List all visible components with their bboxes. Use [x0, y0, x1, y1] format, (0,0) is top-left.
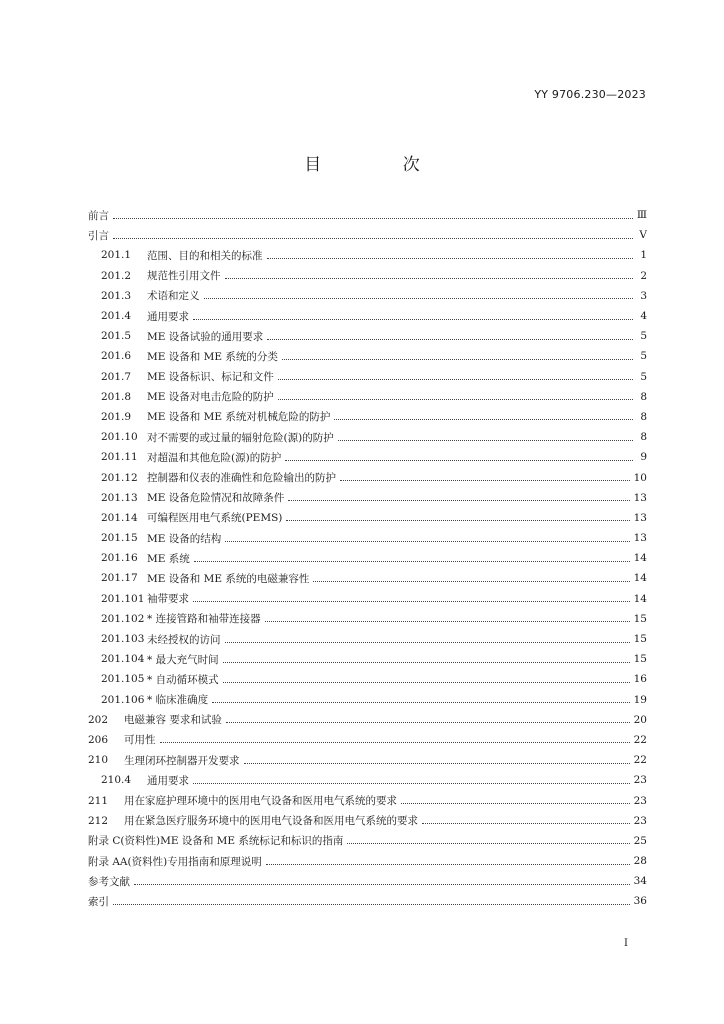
toc-entry-page: 13	[633, 511, 647, 524]
toc-leader-dots	[193, 319, 633, 320]
toc-entry[interactable]	[88, 467, 647, 487]
toc-entry[interactable]	[88, 811, 647, 831]
toc-entry-title: 电磁兼容 要求和试验	[124, 714, 222, 727]
toc-leader-dots	[225, 541, 629, 542]
toc-entry[interactable]	[88, 629, 647, 649]
toc-entry-page: 13	[633, 491, 647, 504]
toc-leader-dots	[278, 399, 633, 400]
toc-entry[interactable]	[88, 609, 647, 629]
toc-entry-title: 可编程医用电气系统(PEMS)	[147, 512, 283, 525]
toc-entry-title: 前言	[88, 209, 109, 222]
toc-entry[interactable]	[88, 589, 647, 609]
toc-entry-number: 201.105	[101, 673, 145, 686]
toc-entry-title: ME 设备和 ME 系统对机械危险的防护	[147, 411, 331, 424]
toc-entry[interactable]	[88, 306, 647, 326]
toc-entry-number: 210	[88, 754, 109, 767]
toc-entry-number: 附录 C(资料性)	[88, 835, 161, 848]
toc-leader-dots	[223, 662, 630, 663]
toc-entry-page: 5	[640, 330, 647, 343]
toc-entry[interactable]	[88, 205, 647, 225]
toc-entry-title: 索引	[88, 895, 109, 908]
toc-entry-title: * 最大充气时间	[147, 653, 219, 666]
toc-entry[interactable]	[88, 266, 647, 286]
toc-entry[interactable]	[88, 750, 647, 770]
toc-entry[interactable]	[88, 568, 647, 588]
toc-entry-title: ME 设备和 ME 系统的电磁兼容性	[147, 572, 310, 585]
toc-entry-title: 专用指南和原理说明	[167, 855, 262, 868]
toc-entry[interactable]	[88, 851, 647, 871]
toc-entry-number: 201.12	[101, 471, 138, 484]
toc-entry-page: 22	[633, 733, 647, 746]
toc-entry-title: 引言	[88, 229, 109, 242]
toc-entry[interactable]	[88, 831, 647, 851]
toc-entry-title: * 临床准确度	[147, 694, 209, 707]
toc-entry-title: * 自动循环模式	[147, 673, 219, 686]
toc-leader-dots	[193, 783, 630, 784]
toc-entry-title: 通用要求	[147, 774, 189, 787]
toc-entry-number: 201.2	[101, 269, 132, 282]
toc-leader-dots	[338, 440, 633, 441]
toc-entry[interactable]	[88, 427, 647, 447]
toc-entry[interactable]	[88, 367, 647, 387]
toc-entry-number: 201.13	[101, 491, 138, 504]
toc-leader-dots	[226, 722, 630, 723]
toc-entry-page: Ⅲ	[636, 209, 647, 222]
toc-entry-page: 23	[633, 814, 647, 827]
toc-entry-page: 19	[633, 693, 647, 706]
toc-entry[interactable]	[88, 649, 647, 669]
toc-leader-dots	[160, 742, 630, 743]
toc-entry-title: 用在家庭护理环境中的医用电气设备和医用电气系统的要求	[124, 795, 397, 808]
toc-entry-number: 201.17	[101, 572, 138, 585]
toc-entry-title: ME 设备对电击危险的防护	[147, 391, 274, 404]
toc-entry-title: 规范性引用文件	[147, 270, 221, 283]
toc-entry[interactable]	[88, 891, 647, 911]
toc-leader-dots	[204, 298, 634, 299]
toc-entry[interactable]	[88, 286, 647, 306]
toc-leader-dots	[193, 601, 630, 602]
toc-entry-title: ME 设备和 ME 系统标记和标识的指南	[160, 835, 344, 848]
toc-leader-dots	[113, 904, 630, 905]
toc-leader-dots	[194, 561, 630, 562]
toc-entry-page: 2	[640, 269, 647, 282]
toc-entry-page: 8	[640, 410, 647, 423]
toc-entry[interactable]	[88, 528, 647, 548]
toc-leader-dots	[225, 642, 630, 643]
toc-entry-page: 5	[640, 370, 647, 383]
toc-entry[interactable]	[88, 407, 647, 427]
toc-entry-title: 范围、目的和相关的标准	[147, 249, 263, 262]
toc-leader-dots	[113, 238, 633, 239]
toc-entry[interactable]	[88, 730, 647, 750]
toc-entry-title: 参考文献	[88, 875, 130, 888]
toc-leader-dots	[282, 359, 633, 360]
toc-entry-number: 201.11	[101, 451, 138, 464]
toc-entry[interactable]	[88, 488, 647, 508]
toc-entry-title: 生理闭环控制器开发要求	[124, 754, 240, 767]
standard-code: YY 9706.230—2023	[534, 88, 646, 101]
toc-leader-dots	[113, 218, 633, 219]
toc-entry-page: 14	[633, 552, 647, 565]
toc-leader-dots	[225, 278, 634, 279]
toc-entry-page: 3	[640, 289, 647, 302]
toc-entry-title: 未经授权的访问	[147, 633, 221, 646]
toc-entry-number: 附录 AA(资料性)	[88, 855, 168, 868]
toc-leader-dots	[285, 460, 633, 461]
toc-entry-number: 206	[88, 733, 109, 746]
toc-entry-page: 5	[640, 350, 647, 363]
toc-entry-number: 202	[88, 713, 109, 726]
toc-entry-page: 34	[633, 875, 647, 888]
toc-leader-dots	[266, 864, 630, 865]
page-title: 目 次	[304, 155, 458, 175]
toc-entry[interactable]	[88, 225, 647, 245]
toc-entry-number: 201.3	[101, 289, 132, 302]
toc-leader-dots	[347, 843, 629, 844]
toc-leader-dots	[265, 621, 630, 622]
toc-entry-page: 10	[633, 471, 647, 484]
toc-entry-number: 201.16	[101, 552, 138, 565]
toc-entry-title: ME 设备危险情况和故障条件	[147, 492, 285, 505]
toc-entry-page: 23	[633, 794, 647, 807]
toc-leader-dots	[401, 803, 630, 804]
toc-leader-dots	[286, 520, 629, 521]
toc-entry-page: 4	[640, 310, 647, 323]
toc-entry[interactable]	[88, 669, 647, 689]
toc-entry-number: 201.6	[101, 350, 132, 363]
toc-leader-dots	[313, 581, 629, 582]
page-number: I	[624, 938, 628, 949]
toc-leader-dots	[422, 823, 630, 824]
toc-entry-number: 201.106	[101, 693, 145, 706]
toc-leader-dots	[223, 682, 630, 683]
toc-leader-dots	[267, 258, 634, 259]
toc-entry[interactable]	[88, 871, 647, 891]
toc-entry-page: Ⅴ	[639, 229, 647, 242]
toc-entry-title: ME 设备和 ME 系统的分类	[147, 350, 278, 363]
toc-leader-dots	[134, 884, 630, 885]
toc-entry-title: 控制器和仪表的准确性和危险输出的防护	[147, 472, 336, 485]
toc-entry-number: 201.103	[101, 633, 145, 646]
toc-entry-title: ME 系统	[147, 552, 190, 565]
toc-entry[interactable]	[88, 690, 647, 710]
toc-entry-page: 8	[640, 390, 647, 403]
toc-entry-number: 201.5	[101, 330, 132, 343]
toc-leader-dots	[267, 339, 633, 340]
toc-entry-page: 28	[633, 855, 647, 868]
toc-entry-number: 201.9	[101, 410, 132, 423]
toc-entry-page: 25	[633, 834, 647, 847]
toc-entry[interactable]	[88, 447, 647, 467]
toc-leader-dots	[288, 500, 629, 501]
toc-leader-dots	[212, 702, 630, 703]
toc-entry-page: 22	[633, 754, 647, 767]
toc-entry-page: 15	[633, 653, 647, 666]
toc-leader-dots	[340, 480, 630, 481]
toc-entry[interactable]	[88, 710, 647, 730]
toc-entry-number: 212	[88, 814, 109, 827]
toc-entry-title: 用在紧急医疗服务环境中的医用电气设备和医用电气系统的要求	[124, 815, 418, 828]
toc-entry-title: 对超温和其他危险(源)的防护	[147, 451, 282, 464]
toc-entry-title: ME 设备的结构	[147, 532, 222, 545]
toc-entry-title: 袖带要求	[147, 593, 189, 606]
toc-entry[interactable]	[88, 326, 647, 346]
toc-entry[interactable]	[88, 770, 647, 790]
toc-entry-number: 201.10	[101, 431, 138, 444]
toc-entry-title: * 连接管路和袖带连接器	[147, 613, 261, 626]
toc-entry[interactable]	[88, 548, 647, 568]
toc-entry-title: 可用性	[124, 734, 156, 747]
toc-entry-page: 23	[633, 774, 647, 787]
toc-entry[interactable]	[88, 346, 647, 366]
toc-leader-dots	[244, 763, 630, 764]
toc-entry-page: 16	[633, 673, 647, 686]
toc-entry-number: 201.102	[101, 612, 145, 625]
toc-entry[interactable]	[88, 508, 647, 528]
toc-entry-title: 通用要求	[147, 310, 189, 323]
toc-entry-number: 201.1	[101, 249, 132, 262]
toc-entry-number: 201.14	[101, 511, 138, 524]
toc-entry[interactable]	[88, 387, 647, 407]
toc-entry-number: 201.7	[101, 370, 132, 383]
toc-entry[interactable]	[88, 790, 647, 810]
toc-entry-page: 36	[633, 895, 647, 908]
toc-entry-number: 201.101	[101, 592, 145, 605]
toc-entry-number: 210.4	[101, 774, 132, 787]
toc-entry-page: 9	[640, 451, 647, 464]
toc-entry-number: 201.104	[101, 653, 145, 666]
toc-entry-page: 8	[640, 431, 647, 444]
toc-entry-page: 15	[633, 633, 647, 646]
toc-entry-page: 14	[633, 572, 647, 585]
toc-entry-title: 对不需要的或过量的辐射危险(源)的防护	[147, 431, 334, 444]
toc-entry-number: 201.15	[101, 532, 138, 545]
toc-entry-number: 201.8	[101, 390, 132, 403]
table-of-contents	[88, 205, 647, 912]
toc-entry-page: 1	[640, 249, 647, 262]
toc-entry-title: ME 设备标识、标记和文件	[147, 371, 274, 384]
toc-entry-page: 13	[633, 532, 647, 545]
toc-entry-number: 211	[88, 794, 109, 807]
toc-entry-page: 15	[633, 612, 647, 625]
toc-entry-number: 201.4	[101, 310, 132, 323]
toc-entry-title: 术语和定义	[147, 290, 200, 303]
toc-entry-title: ME 设备试验的通用要求	[147, 330, 264, 343]
toc-entry-page: 20	[633, 713, 647, 726]
toc-leader-dots	[278, 379, 633, 380]
toc-entry-page: 14	[633, 592, 647, 605]
toc-entry[interactable]	[88, 245, 647, 265]
toc-leader-dots	[334, 419, 633, 420]
